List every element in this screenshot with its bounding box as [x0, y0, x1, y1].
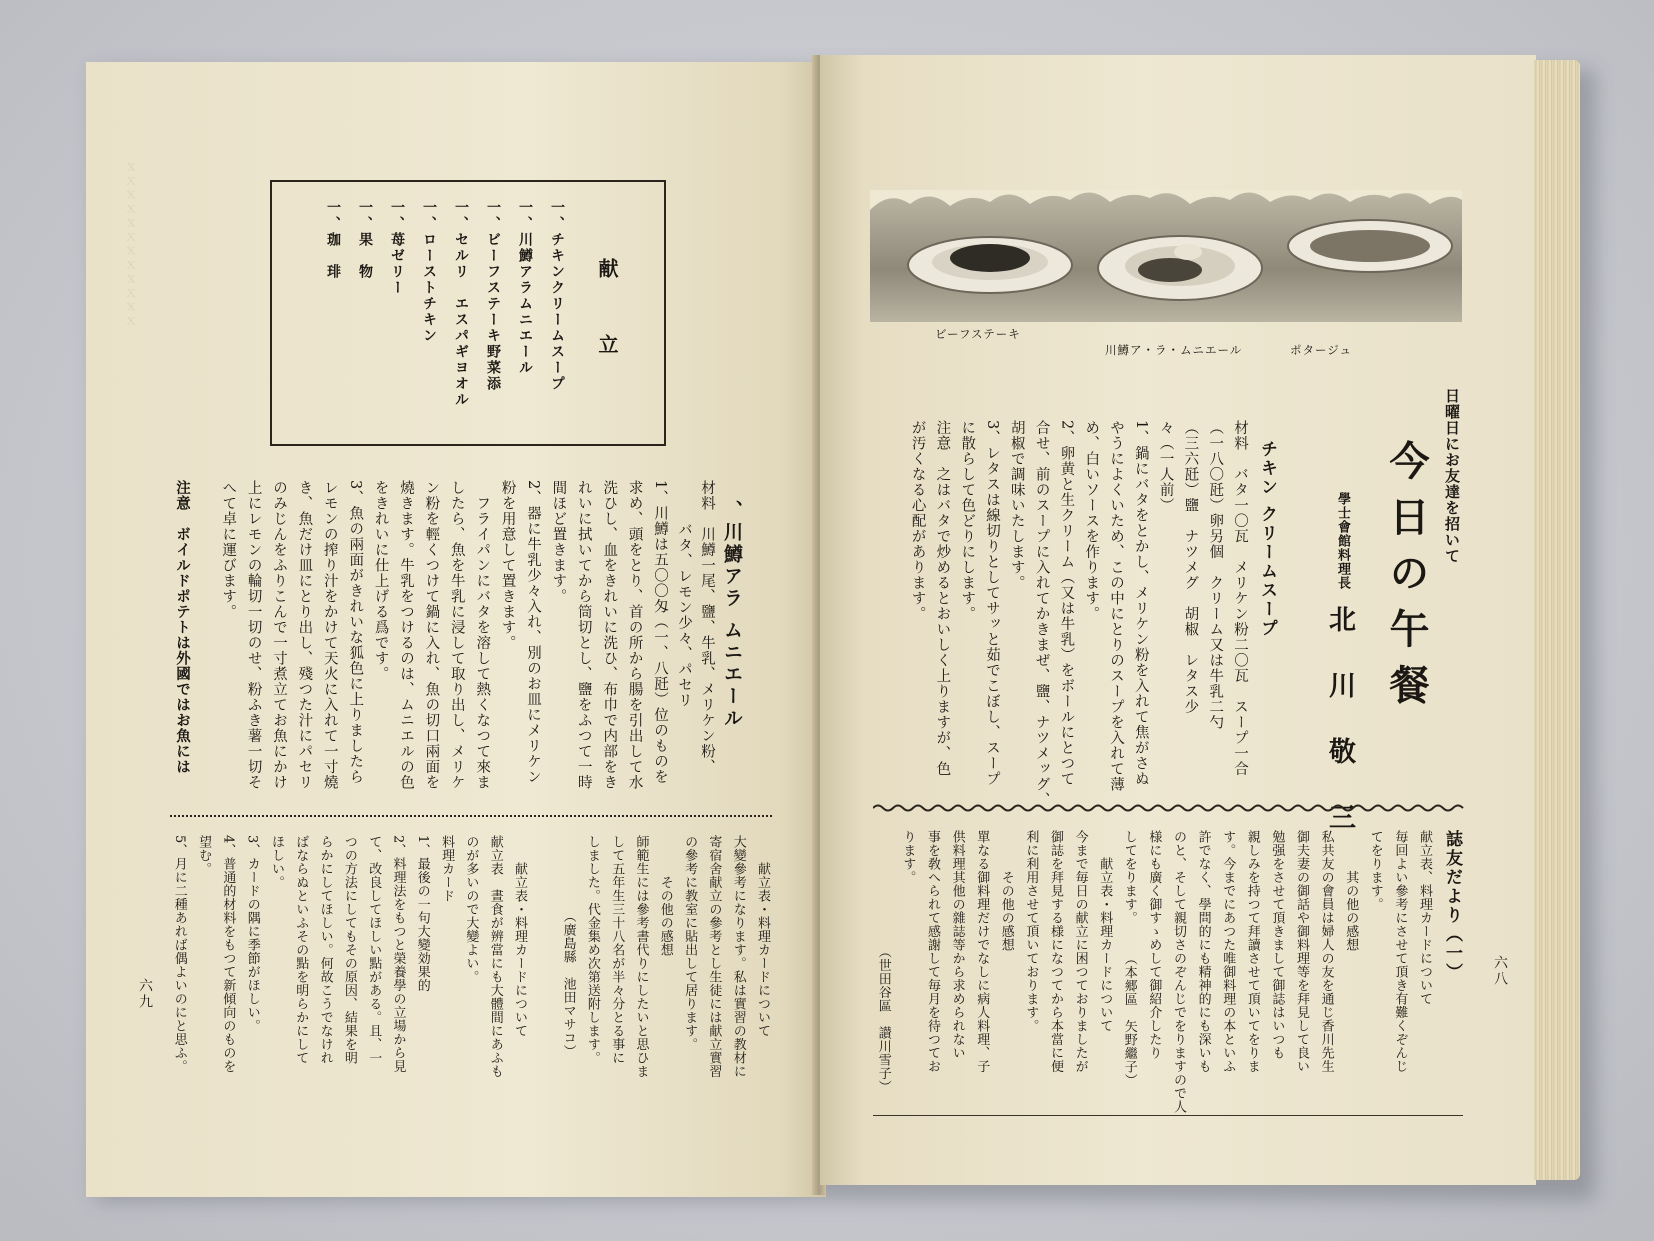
letter-line: 献立表、料理カードについて	[1417, 830, 1432, 1006]
letter-line: 1、最後の一句大變効果的	[414, 835, 430, 993]
letter-line: （世田谷區 讃川雪子）	[875, 830, 891, 1094]
letter-line: 2、料理法をもつと榮養學の立場から見	[390, 835, 406, 1074]
letter-line: つの方法にしてもその原因、結果を明	[341, 835, 357, 1065]
caption-potage: ポタージュ	[1290, 343, 1353, 357]
letter-line: ばならぬといふその點を明らかにして	[293, 835, 309, 1065]
letter-line: 料理カード	[439, 835, 455, 903]
trout-materials: 材料 川鱒一尾、鹽、牛乳、メリケン粉、	[699, 480, 715, 775]
letter-line: ります。	[900, 830, 916, 884]
trout-step-line: ン粉を輕くつけて鍋に入れ、魚の切口兩面を	[423, 480, 440, 790]
letter-line: 御夫妻の御話や御料理等を拜見して良い	[1294, 830, 1309, 1073]
letter-line: の參考に教室に貼出して居ります。	[682, 835, 698, 1051]
letter-line: 親しみを持つて拜讀させて頂いてをりま	[1244, 830, 1260, 1073]
soup-recipe-line: に散らして色どりにします。	[959, 420, 976, 622]
soup-recipe-line: 2、卵黄と生クリーム（又は牛乳）をボールにとつて	[1058, 420, 1075, 787]
trout-step-line: へて卓に運びます。	[220, 480, 237, 620]
letter-line: してをります。 （本郷區 矢野繼子）	[1121, 830, 1137, 1087]
letter-line: 事を敎へられて感謝して毎月を待つてお	[925, 830, 940, 1073]
letter-line: 献立表・料理カードについて	[1097, 830, 1113, 1033]
trout-materials-2: バタ、レモン少々、パセリ	[676, 522, 692, 708]
letter-line: （廣島縣 池田マサコ）	[560, 835, 576, 1058]
letter-line: 4、普通的材料をもつて新傾向のものを	[220, 835, 236, 1074]
menu-item: 一、セルリ エスパギヨオル	[453, 200, 469, 408]
author-role: 學士會館料理長	[1335, 492, 1350, 590]
left-divider	[170, 815, 772, 817]
trout-step-line: のみじんをふりこんで一寸煮立てお魚にかけ	[271, 480, 287, 790]
letter-line: 供料理其他の雜誌等から求められない	[949, 830, 965, 1060]
letter-line: 5、月に二種あれば偶よいのにと思ふ。	[171, 835, 187, 1074]
soup-recipe-line: 注意 之はバタで炒めるとおいしく上りますが、色	[934, 420, 951, 777]
left-page-number: 六九	[137, 978, 153, 1010]
reader-letters-title: 誌友だより（一）	[1442, 830, 1462, 982]
soup-recipe-line: め、白いソースを作ります。	[1083, 420, 1100, 622]
trout-step-line: 洗ひし、血をきれいに洗ひ、布巾で内部をき	[601, 480, 618, 790]
caption-trout: 川鱒ア・ラ・ムニエール	[1105, 343, 1243, 357]
letter-line: のが多いので大變よい。	[463, 835, 479, 984]
soup-recipe-line: （一八〇瓩）卵另個 クリーム又は牛乳二勺	[1207, 420, 1224, 730]
dishes-illustration	[870, 190, 1462, 322]
letter-line: 單なる御料理だけでなしに病人料理、子	[974, 830, 990, 1073]
letter-line: 3、カードの隅に季節がほしい。	[244, 835, 260, 1033]
menu-item: 一、珈 琲	[325, 200, 341, 280]
letter-line: 大變參考になります。私は實習の教材に	[730, 835, 746, 1078]
soup-recipe-line: （三六瓩）鹽 ナツメグ 胡椒 レタス少	[1182, 420, 1199, 715]
letter-line: のと、そして親切さのぞんじでをりますので人	[1171, 830, 1186, 1114]
menu-item: 一、ローストチキン	[421, 200, 437, 344]
soup-recipe-line: 胡椒で調味いたします。	[1008, 420, 1025, 591]
trout-step-line: 1、川鱒は五〇〇匁（一、八瓩）位のものを	[652, 480, 668, 785]
article-kicker: 日曜日にお友達を招いて	[1443, 388, 1461, 564]
soup-recipe-line: 材料 バタ一〇瓦 メリケン粉二〇瓦 スープ一合	[1232, 420, 1248, 777]
soup-recipe-line: 3、レタスは線切りとしてサッと茹でこぼし、スープ	[984, 420, 1000, 787]
letter-line: 毎回よい參考にさせて頂き有難くぞんじ	[1392, 830, 1408, 1073]
trout-step-line: 上にレモンの輪切一切のせ、粉ふき薯一切そ	[245, 480, 262, 790]
trout-recipe-title: 、川鱒アラ ムニエール	[721, 500, 743, 730]
letter-line: 其の他の感想	[1343, 830, 1359, 952]
letter-line: 献立表・料理カードについて	[755, 835, 770, 1038]
letter-line: 師範生には參考書代りにしたいと思ひま	[633, 835, 649, 1078]
caption-beefsteak: ビーフステーキ	[935, 327, 1021, 341]
soup-recipe-line: 々（一人前）	[1157, 420, 1174, 513]
letter-line: 献立表・料理カードについて	[512, 835, 527, 1038]
letter-line: その他の感想	[657, 835, 673, 957]
letter-line: その他の感想	[998, 830, 1014, 952]
menu-item: 一、チキンクリームスープ	[549, 200, 565, 392]
letter-line: して五年生三十八名が半々分とる事に	[609, 835, 625, 1065]
trout-step-line: れいに拭いてから筒切とし、鹽をふつて一時	[575, 480, 592, 790]
soup-recipe-line: やうによくいため、この中にとりのスープを入れて薄	[1108, 420, 1124, 792]
right-page-number: 六八	[1492, 955, 1508, 987]
trout-note: 注意 ボイルドポテトは外國ではお魚には	[174, 480, 191, 775]
trout-step-line: したら、魚を牛乳に浸して取り出し、メリケ	[448, 480, 465, 790]
menu-item: 一、果 物	[357, 200, 373, 280]
letter-line: 寄宿舍献立の參考とし生徒には献立實習	[706, 835, 722, 1078]
letter-line: 私共友の會員は婦人の友を通じ香川先生	[1318, 830, 1334, 1073]
trout-step-line: 2、器に牛乳少々入れ、別のお皿にメリケン	[525, 480, 541, 785]
right-divider	[873, 798, 1468, 817]
trout-step-line: 求め、頭をとり、首の所から腸を引出して水	[626, 480, 643, 790]
letter-line: 許でなく、學問的にも精神的にも深いも	[1195, 830, 1211, 1073]
trout-step-line: き、魚だけ皿にとり出し、殘つた汁にパセリ	[296, 480, 313, 790]
soup-recipe-line: 合せ、前のスープに入れてかきまぜ、鹽、ナツメッグ、	[1033, 420, 1050, 808]
letter-line: 望む。	[196, 835, 212, 876]
trout-step-line: 3、魚の兩面がきれいな狐色に上りましたら	[347, 480, 364, 785]
menu-item: 一、川鱒アラムニエール	[517, 200, 533, 376]
letter-line: 勉强をさせて頂きまして御誌はいつも	[1269, 830, 1285, 1060]
menu-item: 一、苺ゼリー	[389, 200, 405, 296]
soup-recipe-line: 1、鍋にバタをとかし、メリケン粉を入れて焦がさぬ	[1132, 420, 1149, 787]
menu-title: 献 立	[595, 258, 619, 372]
trout-step-line: 燒きます。牛乳をつけるのは、ムニエルの色	[398, 480, 414, 790]
letter-line: てをります。	[1367, 830, 1383, 911]
page-edges	[1534, 60, 1580, 1180]
trout-step-line: レモンの搾り汁をかけて天火に入れて一寸燒	[321, 480, 338, 790]
letter-line: 献立表 晝食が辨當にも大體間にあふも	[487, 835, 503, 1078]
letter-line: す。今までにあつた唯御料理の本といふ	[1220, 830, 1236, 1073]
article-title: 今日の午餐	[1383, 440, 1430, 720]
letter-line: て、改良してほしい點がある。且、一	[366, 835, 382, 1065]
letter-line: ほしい。	[269, 835, 284, 889]
trout-step-line: 粉を用意して置きます。	[499, 480, 516, 651]
letter-line: しました。代金集め次第送附します。	[584, 835, 600, 1065]
letter-line: 御誌を拜見する様になつてから本當に便	[1048, 830, 1063, 1073]
menu-item: 一、ビーフステーキ野菜添	[485, 200, 501, 392]
letter-line: らかにしてほしい。何故こうでなけれ	[317, 835, 333, 1065]
trout-step-line: フライパンにバタを溶して熱くなつて來ま	[474, 480, 491, 790]
right-bottom-rule	[873, 1115, 1463, 1116]
letter-line: 様にも廣く御すゝめして御紹介したり	[1146, 830, 1162, 1060]
bleed-through-text: ｘｘｘｘｘｘｘｘｘｘｘｘ	[122, 160, 138, 328]
soup-recipe-line: が汚くなる心配があります。	[909, 420, 926, 622]
trout-step-line: 間ほど置きます。	[550, 480, 567, 604]
soup-recipe-title: チキン クリームスープ	[1257, 440, 1277, 638]
trout-step-line: をきれいに仕上げる爲です。	[372, 480, 389, 682]
letter-line: 利に利用させて頂いております。	[1023, 830, 1039, 1033]
author-name: 北 川 敬 三	[1324, 605, 1355, 836]
dishes-photo	[870, 190, 1462, 322]
letter-line: 今まで毎日の献立に困つておりましたが	[1072, 830, 1088, 1073]
